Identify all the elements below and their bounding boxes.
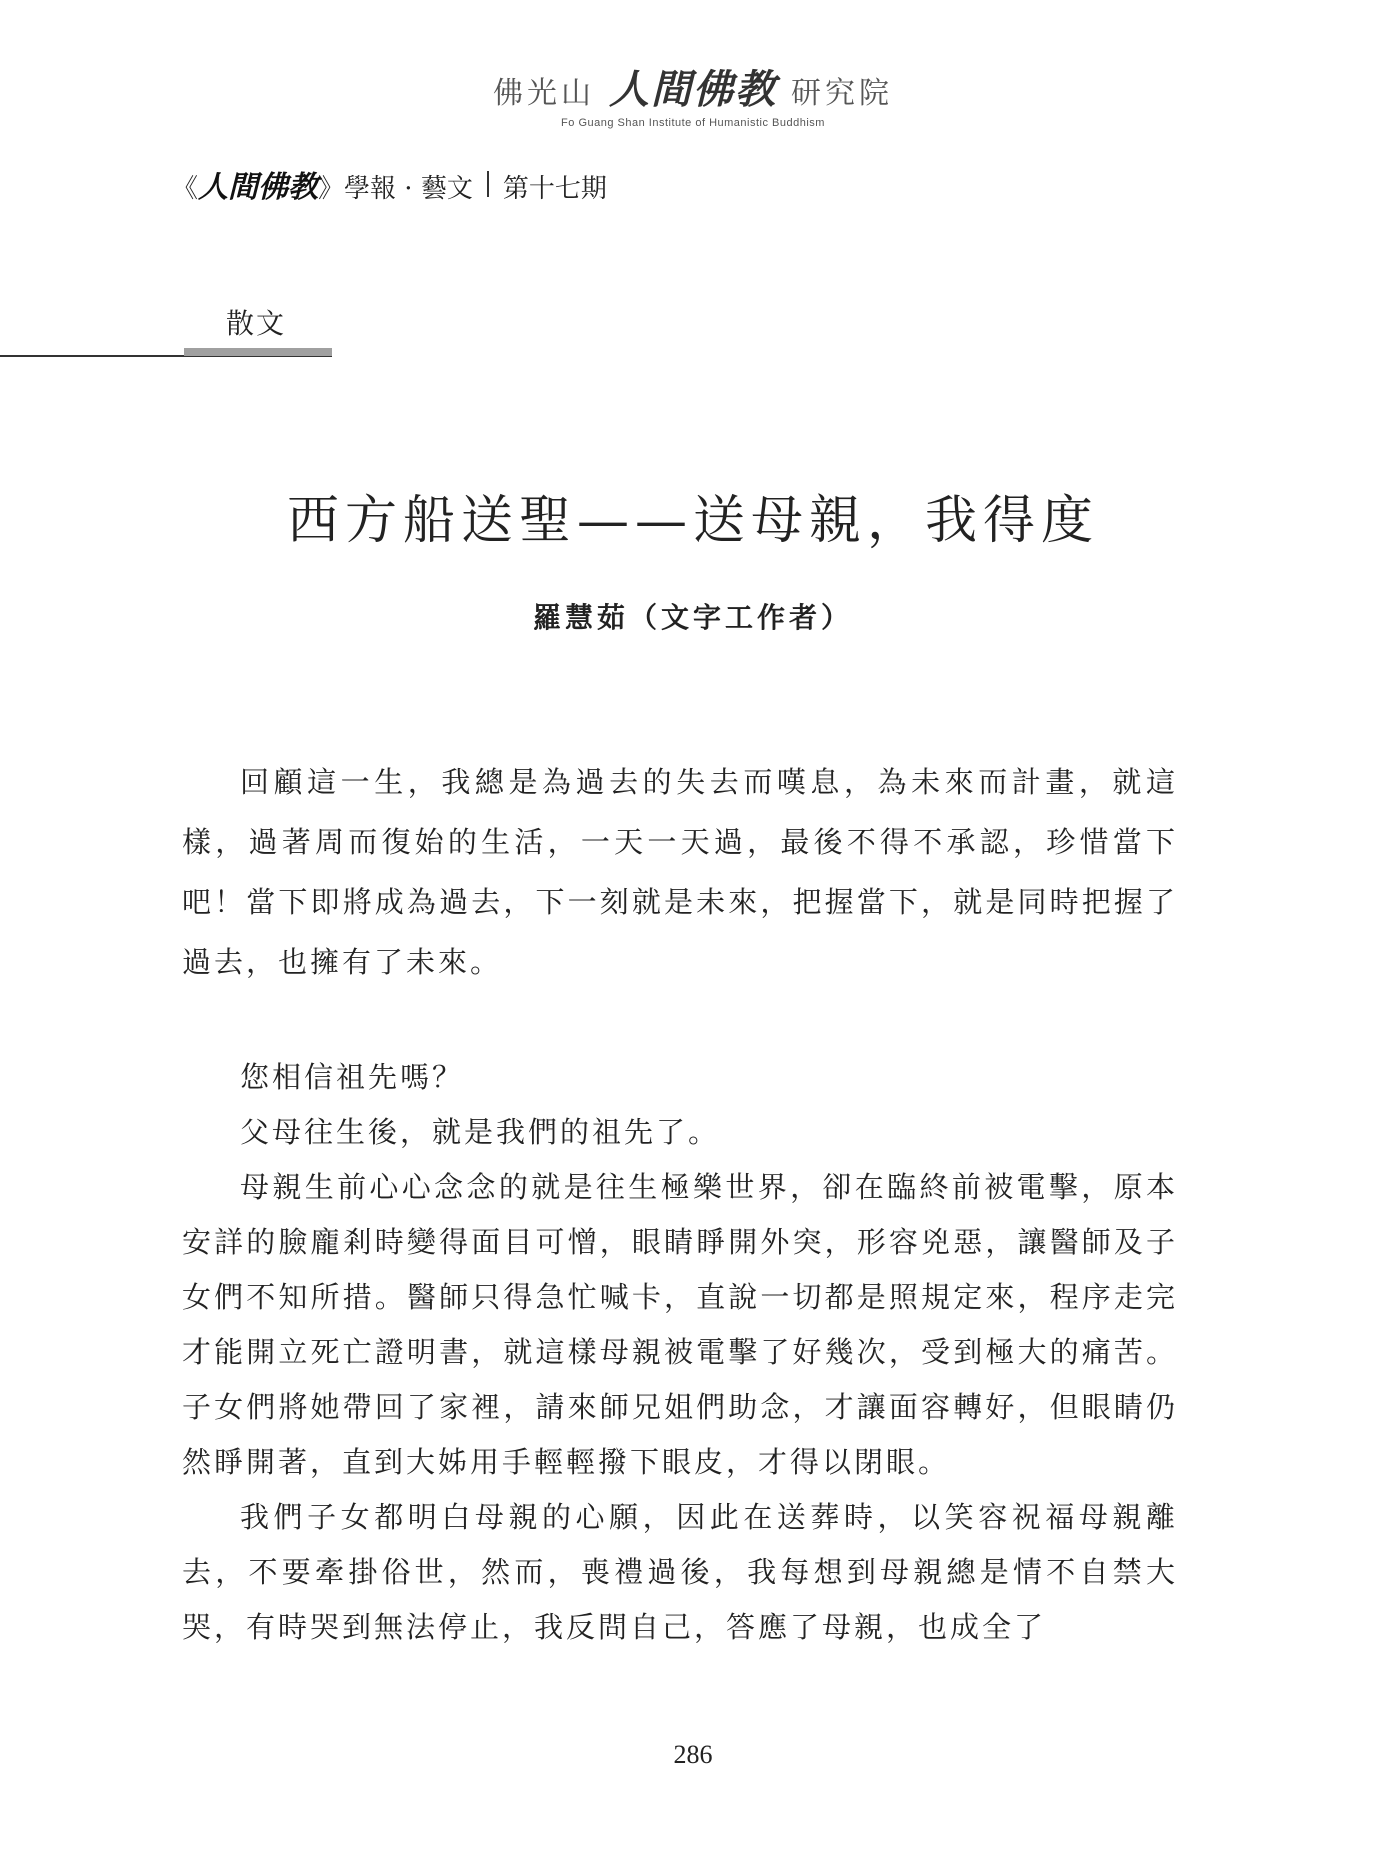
institute-name	[493, 58, 893, 115]
body-paragraph: 父母往生後，就是我們的祖先了。	[240, 1115, 721, 1149]
section-label: 散文	[226, 307, 287, 340]
body-paragraph: 我們子女都明白母親的心願，因此在送葬時，以笑容祝福母親離去，不要牽掛俗世，然而，喪禮過後，我每想到母親總是情不自禁大哭，有時哭到無法停止，我反問自己，答應了母親，也成全了	[182, 1500, 1178, 1644]
journal-running-header	[172, 162, 607, 206]
institute-prefix: 佛光山	[493, 76, 595, 111]
article-author: 羅慧茹（文字工作者）	[532, 601, 853, 634]
institute-suffix: 研究院	[791, 76, 893, 111]
page-number: 286	[673, 1740, 713, 1769]
article-body	[182, 752, 1178, 1655]
journal-close-bracket: 》	[318, 174, 345, 204]
section-rule-accent	[184, 348, 332, 356]
intro-paragraph: 回顧這一生，我總是為過去的失去而嘆息，為未來而計畫，就這樣，過著周而復始的生活，一天一天過，最後不得不承認，珍惜當下吧！當下即將成為過去，下一刻就是未來，把握當下，就是同時把握了過去，也擁有了未來。	[182, 765, 1178, 979]
journal-logo: 人間佛教	[198, 170, 319, 205]
article-title: 西方船送聖——送母親，我得度	[286, 491, 1099, 551]
journal-open-bracket: 《	[172, 174, 199, 204]
body-paragraph: 您相信祖先嗎？	[240, 1060, 465, 1094]
body-paragraph: 母親生前心心念念的就是往生極樂世界，卻在臨終前被電擊，原本安詳的臉龐剎時變得面目可憎，眼睛睜開外突，形容兇惡，讓醫師及子女們不知所措。醫師只得急忙喊卡，直說一切都是照規定來，程序走完才能開立死亡證明書，就這樣母親被電擊了好幾次，受到極大的痛苦。子女們將她帶回了家裡，請來師兄姐們助念，才讓面容轉好，但眼睛仍然睜開著，直到大姊用手輕輕撥下眼皮，才得以閉眼。	[182, 1170, 1178, 1479]
institute-english-name: Fo Guang Shan Institute of Humanistic Buddhism	[561, 117, 825, 129]
institute-header	[0, 58, 1386, 129]
journal-issue: 第十七期	[502, 174, 607, 204]
journal-name: 學報 · 藝文	[344, 174, 473, 204]
paragraph-gap	[182, 992, 1178, 1050]
journal-separator	[487, 171, 489, 197]
institute-logo: 人間佛教	[609, 67, 777, 113]
